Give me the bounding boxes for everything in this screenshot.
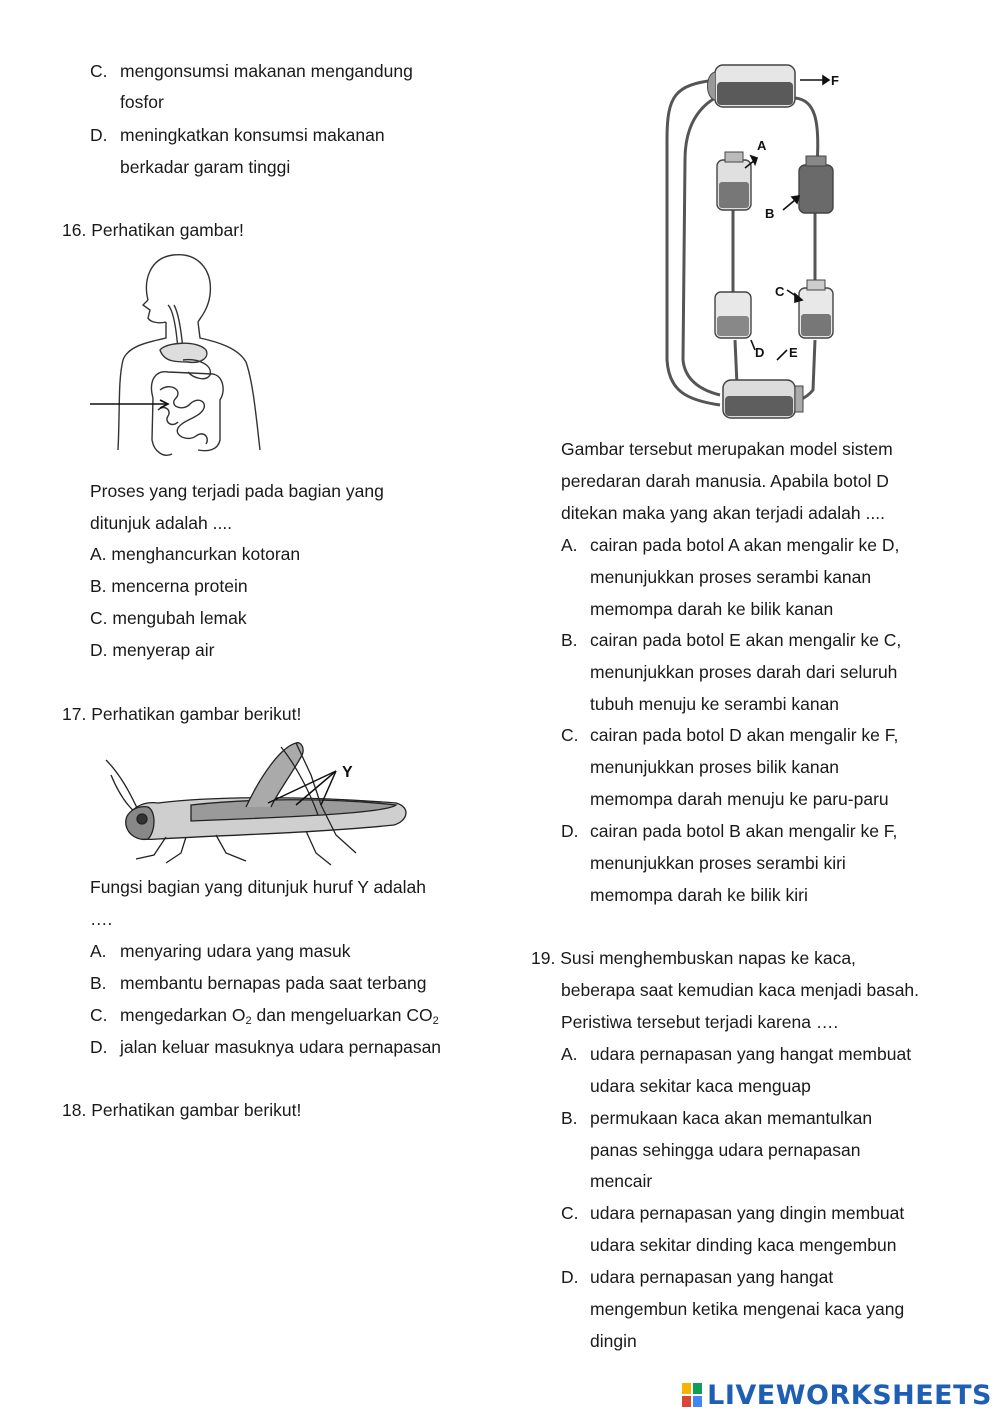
- q17-option-c-letter: C.: [90, 1005, 108, 1025]
- q16-stem-line1: Proses yang terjadi pada bagian yang: [90, 481, 384, 501]
- q18-option-d-line2: menunjukkan proses serambi kiri: [590, 853, 846, 873]
- q15-option-c-line2: fosfor: [120, 92, 164, 112]
- q15-option-d-line1: meningkatkan konsumsi makanan: [120, 125, 385, 145]
- liveworksheets-logo[interactable]: [681, 1378, 992, 1412]
- liveworksheets-wordmark: LIVEWORKSHEETS: [707, 1379, 992, 1411]
- q18-option-d-line3: memompa darah ke bilik kiri: [590, 885, 808, 905]
- q16-stem-line2: ditunjuk adalah ....: [90, 513, 233, 533]
- q18-option-b-line1: cairan pada botol E akan mengalir ke C,: [590, 630, 902, 650]
- q18-label-e: E: [789, 345, 798, 360]
- q15-option-d-letter: D.: [90, 125, 108, 145]
- q15-option-c-letter: C.: [90, 61, 108, 81]
- q18-label-f: F: [831, 73, 839, 88]
- q18-option-c-line3: memompa darah menuju ke paru-paru: [590, 789, 889, 809]
- q19-option-d-line2: mengembun ketika mengenai kaca yang: [590, 1299, 905, 1319]
- q17-label-y: Y: [342, 764, 353, 781]
- q19-option-d-line1: udara pernapasan yang hangat: [590, 1267, 834, 1287]
- grasshopper-figure: [96, 735, 416, 870]
- q18-option-c-letter: C.: [561, 725, 579, 745]
- q18-option-d-line1: cairan pada botol B akan mengalir ke F,: [590, 821, 898, 841]
- q18-stem-line2: peredaran darah manusia. Apabila botol D: [561, 471, 889, 491]
- q18-option-d-letter: D.: [561, 821, 579, 841]
- q18-label-a: A: [757, 138, 767, 153]
- q19-option-b-letter: B.: [561, 1108, 578, 1128]
- q16-prompt: 16. Perhatikan gambar!: [62, 220, 244, 240]
- q19-option-d-line3: dingin: [590, 1331, 637, 1351]
- q17-stem-line2: ….: [90, 909, 113, 929]
- q18-option-c-line2: menunjukkan proses bilik kanan: [590, 757, 840, 777]
- q17-option-b-text: membantu bernapas pada saat terbang: [120, 973, 427, 993]
- q18-option-a-line3: memompa darah ke bilik kanan: [590, 599, 834, 619]
- q18-stem-line3: ditekan maka yang akan terjadi adalah ....: [561, 503, 885, 523]
- q17-option-c-mid: dan mengeluarkan CO: [251, 1005, 433, 1025]
- q19-option-b-line1: permukaan kaca akan memantulkan: [590, 1108, 873, 1128]
- q18-label-d: D: [755, 345, 765, 360]
- q15-option-c-line1: mengonsumsi makanan mengandung: [120, 61, 413, 81]
- q17-stem-line1: Fungsi bagian yang ditunjuk huruf Y adalah: [90, 877, 426, 897]
- q16-option-a: A. menghancurkan kotoran: [90, 544, 301, 564]
- q19-stem-line3: Peristiwa tersebut terjadi karena ….: [561, 1012, 839, 1032]
- q19-option-a-letter: A.: [561, 1044, 578, 1064]
- q18-option-a-line2: menunjukkan proses serambi kanan: [590, 567, 872, 587]
- q18-option-b-line3: tubuh menuju ke serambi kanan: [590, 694, 840, 714]
- circulatory-model-figure: [655, 60, 855, 420]
- q19-option-b-line3: mencair: [590, 1171, 653, 1191]
- q19-option-a-line1: udara pernapasan yang hangat membuat: [590, 1044, 912, 1064]
- q18-label-c: C: [775, 284, 785, 299]
- q19-stem-line1: 19. Susi menghembuskan napas ke kaca,: [531, 948, 856, 968]
- q17-option-c-text: [120, 1004, 439, 1032]
- q18-option-a-line1: cairan pada botol A akan mengalir ke D,: [590, 535, 900, 555]
- q19-option-a-line2: udara sekitar kaca menguap: [590, 1076, 811, 1096]
- q17-option-c-pre: mengedarkan O: [120, 1005, 246, 1025]
- q19-option-b-line2: panas sehingga udara pernapasan: [590, 1140, 861, 1160]
- q19-option-c-letter: C.: [561, 1203, 579, 1223]
- q17-option-a-letter: A.: [90, 941, 107, 961]
- q16-option-b: B. mencerna protein: [90, 576, 248, 596]
- q17-option-c-sub1: 2: [245, 1015, 252, 1027]
- digestive-system-figure: [88, 250, 268, 465]
- q18-label-b: B: [765, 206, 775, 221]
- q18-option-b-line2: menunjukkan proses darah dari seluruh: [590, 662, 898, 682]
- q17-option-b-letter: B.: [90, 973, 107, 993]
- q19-option-c-line1: udara pernapasan yang dingin membuat: [590, 1203, 905, 1223]
- q17-option-c-sub2: 2: [432, 1015, 439, 1027]
- q17-prompt: 17. Perhatikan gambar berikut!: [62, 704, 302, 724]
- q19-option-d-letter: D.: [561, 1267, 579, 1287]
- q16-option-d: D. menyerap air: [90, 640, 215, 660]
- q18-prompt: 18. Perhatikan gambar berikut!: [62, 1100, 302, 1120]
- q18-stem-line1: Gambar tersebut merupakan model sistem: [561, 439, 893, 459]
- liveworksheets-mark-icon: [681, 1382, 703, 1408]
- q19-option-c-line2: udara sekitar dinding kaca mengembun: [590, 1235, 897, 1255]
- q18-option-b-letter: B.: [561, 630, 578, 650]
- q16-option-c: C. mengubah lemak: [90, 608, 247, 628]
- q18-option-c-line1: cairan pada botol D akan mengalir ke F,: [590, 725, 899, 745]
- q17-option-d-text: jalan keluar masuknya udara pernapasan: [120, 1037, 442, 1057]
- q17-option-d-letter: D.: [90, 1037, 108, 1057]
- q17-option-a-text: menyaring udara yang masuk: [120, 941, 351, 961]
- q18-option-a-letter: A.: [561, 535, 578, 555]
- q15-option-d-line2: berkadar garam tinggi: [120, 157, 291, 177]
- q19-stem-line2: beberapa saat kemudian kaca menjadi basah.: [561, 980, 920, 1000]
